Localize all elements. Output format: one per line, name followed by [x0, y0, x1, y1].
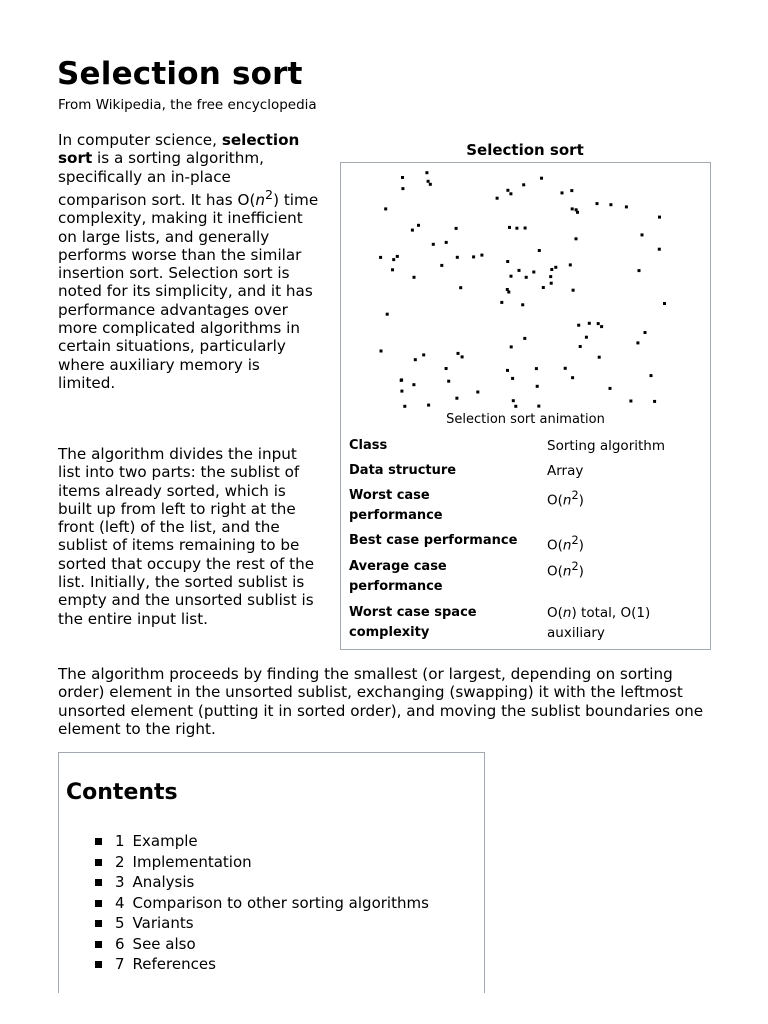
toc-item-label[interactable]: Example — [132, 832, 198, 850]
toc-item-number: 2 — [115, 852, 125, 871]
animation-dot — [391, 268, 394, 271]
infobox-label-worst-case: Worst case performance — [349, 488, 443, 523]
infobox-label-data-structure: Data structure — [349, 463, 457, 478]
space-value-post: ) total, O(1) auxiliary — [547, 605, 651, 641]
toc-item[interactable] — [95, 872, 429, 893]
animation-dot — [638, 269, 641, 272]
worst-value-post: ) — [578, 492, 584, 509]
infobox-caption: Selection sort — [466, 141, 584, 159]
animation-dot — [597, 322, 600, 325]
animation-dot — [571, 207, 574, 210]
infobox-value-worst-case — [547, 486, 707, 511]
animation-dot — [392, 258, 395, 261]
avg-value-n: n — [562, 563, 572, 580]
infobox-value-average-case — [547, 557, 707, 582]
animation-dot — [457, 352, 460, 355]
worst-value-exp: 2 — [571, 489, 579, 502]
animation-dot — [609, 387, 612, 390]
animation-dot — [508, 226, 511, 229]
animation-dot — [514, 405, 517, 408]
animation-dot — [570, 189, 573, 192]
animation-dot — [650, 374, 653, 377]
toc-item[interactable] — [95, 893, 429, 914]
animation-dot — [579, 345, 582, 348]
animation-dot — [571, 376, 574, 379]
animation-dot — [518, 269, 521, 272]
animation-dot — [577, 324, 580, 327]
toc-item-number: 7 — [115, 955, 125, 973]
animation-dot — [524, 227, 527, 230]
animation-dot — [427, 404, 430, 407]
animation-dot — [554, 266, 557, 269]
animation-dot — [561, 191, 564, 194]
animation-dot — [537, 405, 540, 408]
animation-dot — [459, 286, 462, 289]
animation-dot — [596, 202, 599, 205]
animation-dot — [532, 271, 535, 274]
infobox-value-class[interactable]: Sorting algorithm — [547, 438, 665, 454]
animation-dot — [456, 256, 459, 259]
toc-item-label[interactable]: Implementation — [132, 852, 252, 871]
toc-item[interactable] — [95, 831, 429, 852]
animation-dot — [515, 227, 518, 230]
animation-dot — [658, 248, 661, 251]
animation-dot — [525, 276, 528, 279]
selection-sort-animation[interactable] — [375, 169, 675, 411]
worst-value-pre: O( — [547, 492, 563, 509]
infobox-value-space — [547, 603, 687, 643]
animation-dot — [445, 367, 448, 370]
animation-dot — [636, 341, 639, 344]
animation-dot — [644, 331, 647, 334]
page-tagline: From Wikipedia, the free encyclopedia — [58, 97, 317, 113]
toc-item-number: 1 — [115, 832, 125, 850]
animation-dot — [625, 205, 628, 208]
animation-caption: Selection sort animation — [446, 412, 605, 427]
animation-dot — [663, 302, 666, 305]
infobox — [340, 162, 711, 650]
space-value-pre: O( — [547, 605, 563, 621]
infobox-label-class: Class — [349, 438, 388, 453]
animation-dot — [461, 355, 464, 358]
p1-bold-term[interactable]: selection sort — [58, 131, 300, 168]
toc-item-label[interactable]: See also — [132, 934, 196, 953]
animation-dot — [564, 367, 567, 370]
animation-dot — [509, 192, 512, 195]
best-value-post: ) — [578, 537, 584, 554]
animation-dot — [510, 345, 513, 348]
animation-dot — [506, 189, 509, 192]
animation-dot — [542, 286, 545, 289]
animation-dot — [455, 397, 458, 400]
animation-dot — [641, 233, 644, 236]
infobox-value-data-structure[interactable]: Array — [547, 463, 584, 479]
animation-dot — [506, 369, 509, 372]
animation-dot — [447, 380, 450, 383]
toc-item[interactable] — [95, 934, 429, 955]
intro-paragraph-3: The algorithm proceeds by finding the smallest (or largest, depending on sorting order) element in the unsorted sublist, exchanging (swapping) it with the leftmost unsorted element (putting it in sorted order), and moving the sublist boundaries one element to the right. — [58, 665, 704, 738]
best-value-n: n — [562, 537, 572, 554]
animation-dot — [417, 224, 420, 227]
space-value-n: n — [562, 605, 572, 621]
toc-item-label[interactable]: Analysis — [132, 873, 195, 891]
animation-dot — [414, 358, 417, 361]
animation-dot — [445, 241, 448, 244]
animation-dot — [600, 325, 603, 328]
animation-dot — [585, 336, 588, 339]
toc-item[interactable] — [95, 954, 429, 975]
toc-item-label[interactable]: References — [132, 955, 216, 973]
avg-value-pre: O( — [547, 563, 563, 580]
animation-dot — [422, 353, 425, 356]
animation-dot — [521, 303, 524, 306]
toc-item-label[interactable]: Comparison to other sorting algorithms — [132, 893, 429, 912]
animation-dot — [576, 211, 579, 214]
animation-dot — [396, 255, 399, 258]
animation-dot — [400, 379, 403, 382]
animation-dot — [413, 276, 416, 279]
animation-dot — [540, 177, 543, 180]
animation-dot — [476, 391, 479, 394]
infobox-label-space: Worst case space complexity — [349, 605, 477, 640]
toc-item-number: 4 — [115, 893, 125, 912]
infobox-label-best-case: Best case performance — [349, 533, 518, 548]
animation-dot — [384, 207, 387, 210]
animation-dot — [401, 176, 404, 179]
animation-dot — [536, 385, 539, 388]
p1-text-a: In computer science, — [58, 131, 222, 149]
animation-dot — [522, 183, 525, 186]
animation-dot — [512, 399, 515, 402]
animation-dot — [658, 216, 661, 219]
toc-title: Contents — [66, 780, 178, 805]
animation-dot — [412, 383, 415, 386]
animation-dot — [550, 282, 553, 285]
animation-dot — [575, 237, 578, 240]
p1-n: n — [255, 190, 266, 209]
animation-dot — [550, 268, 553, 271]
animation-dot — [609, 203, 612, 206]
animation-dot — [629, 400, 632, 403]
intro-paragraph-1 — [58, 131, 320, 392]
p1-text-b: is a sorting algorithm, specifically an in-place comparison sort. It has O( — [58, 149, 264, 209]
animation-dot — [653, 400, 656, 403]
animation-dot — [427, 180, 430, 183]
animation-dot — [400, 390, 403, 393]
table-of-contents — [58, 752, 485, 993]
worst-value-n: n — [562, 492, 572, 509]
avg-value-exp: 2 — [571, 560, 579, 573]
animation-dot — [429, 183, 432, 186]
best-value-pre: O( — [547, 537, 563, 554]
toc-list — [95, 831, 429, 975]
animation-dot — [510, 275, 513, 278]
animation-dot — [598, 356, 601, 359]
animation-dot — [411, 229, 414, 232]
animation-dot — [572, 289, 575, 292]
animation-dot — [588, 322, 591, 325]
p1-text-c: ) time complexity, making it inefficient on large lists, and generally performs worse than the similar insertion sort. Selection sort is noted for its simplicity, and it has performance advantages over more complicated algorithms in certain situations, particularly where auxiliary memory is limited. — [58, 190, 319, 392]
toc-item-number: 6 — [115, 934, 125, 953]
animation-dot — [401, 187, 404, 190]
animation-dot — [506, 260, 509, 263]
animation-dot — [455, 227, 458, 230]
intro-paragraph-2: The algorithm divides the input list into two parts: the sublist of items already sorted, which is built up from left to right at the front (left) of the list, and the sublist of items remaining to be sorted that occupy the rest of the list. Initially, the sorted sublist is empty and the unsorted sublist is the entire input list. — [58, 445, 315, 628]
toc-item[interactable] — [95, 852, 429, 873]
animation-dot — [425, 171, 428, 174]
toc-item[interactable] — [95, 913, 429, 934]
animation-dot — [523, 337, 526, 340]
p1-exponent: 2 — [265, 186, 274, 202]
best-value-exp: 2 — [571, 534, 579, 547]
animation-dot — [549, 275, 552, 278]
animation-dot — [569, 263, 572, 266]
page-title: Selection sort — [57, 56, 303, 92]
animation-dot — [432, 243, 435, 246]
animation-dot — [535, 367, 538, 370]
infobox-label-average-case: Average case performance — [349, 559, 447, 594]
animation-dot — [511, 377, 514, 380]
animation-dot — [379, 256, 382, 259]
toc-item-number: 3 — [115, 873, 125, 891]
animation-dot — [403, 405, 406, 408]
animation-dot — [440, 264, 443, 267]
animation-dot — [506, 288, 509, 291]
animation-dot — [386, 313, 389, 316]
animation-dot — [500, 301, 503, 304]
infobox-value-best-case — [547, 531, 707, 556]
animation-dot — [380, 350, 383, 353]
animation-dot — [538, 249, 541, 252]
toc-item-label[interactable]: Variants — [132, 914, 194, 932]
toc-item-number: 5 — [115, 914, 125, 932]
animation-dot — [472, 255, 475, 258]
avg-value-post: ) — [578, 563, 584, 580]
animation-dot — [480, 254, 483, 257]
animation-dot — [496, 197, 499, 200]
